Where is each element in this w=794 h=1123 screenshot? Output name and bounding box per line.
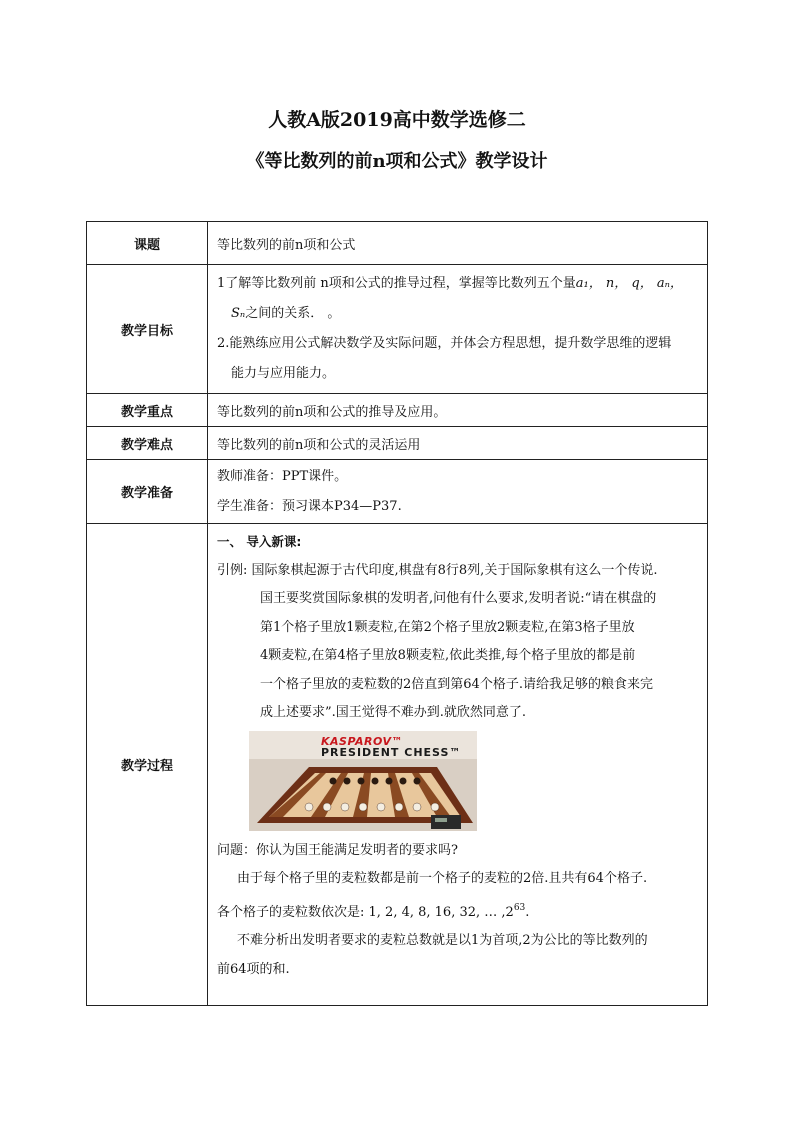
preparation-label: 教学准备 xyxy=(87,460,208,524)
intro-line-5: 一个格子里放的麦粒数的2倍直到第64个格子.请给我足够的粮食来完 xyxy=(260,676,653,692)
goals-line-2: Sₙ之间的关系． 。 xyxy=(231,306,341,321)
product-name: PRESIDENT CHESS™ xyxy=(321,745,462,759)
intro-line-4: 4颗麦粒,在第4格子里放8颗麦粒,依此类推,每个格子里放的都是前 xyxy=(260,648,636,663)
analysis-line-2: 各个格子的麦粒数依次是: 1, 2, 4, 8, 16, 32, … $,2^{63}$. xyxy=(217,902,530,920)
row-topic xyxy=(87,222,708,265)
intro-line-6: 成上述要求”.国王觉得不难办到.就欣然同意了. xyxy=(260,705,527,720)
intro-line-2: 国王要奖赏国际象棋的发明者,问他有什么要求,发明者说:“请在棋盘的 xyxy=(260,591,657,606)
brand-logo: KASPAROV™ xyxy=(321,734,403,748)
document-title-line1: 人教A版2019高中数学选修二 xyxy=(268,109,526,131)
preparation-student: 学生准备：预习课本P34—P37. xyxy=(217,498,402,514)
goals-label: 教学目标 xyxy=(87,265,208,394)
row-process xyxy=(87,524,708,1006)
intro-line-3: 第1个格子里放1颗麦粒,在第2个格子里放2颗麦粒,在第3格子里放 xyxy=(260,619,635,635)
chess-product-image xyxy=(249,731,477,831)
goals-line-1: 1了解等比数列前 n项和公式的推导过程，掌握等比数列五个量a₁， n， q， aₙ， xyxy=(217,276,683,291)
key-points-label: 教学重点 xyxy=(87,394,208,427)
analysis-line-4: 前64项的和. xyxy=(217,961,290,977)
question-line: 问题：你认为国王能满足发明者的要求吗? xyxy=(217,842,458,858)
difficulties-value: 等比数列的前n项和公式的灵活运用 xyxy=(208,427,708,460)
section-heading: 一、 导入新课: xyxy=(217,534,302,549)
analysis-line-1: 由于每个格子里的麦粒数都是前一个格子的麦粒的2倍.且共有64个格子. xyxy=(237,871,648,886)
difficulties-label: 教学难点 xyxy=(87,427,208,460)
row-difficulties xyxy=(87,427,708,460)
goals-line-3: 2.能熟练应用公式解决数学及实际问题，并体会方程思想，提升数学思维的逻辑 xyxy=(217,336,672,351)
topic-label: 课题 xyxy=(87,222,208,265)
goals-variables: a₁， n， q， aₙ， xyxy=(575,276,683,291)
row-goals xyxy=(87,265,708,394)
row-preparation xyxy=(87,460,708,524)
process-label: 教学过程 xyxy=(87,524,208,1006)
row-key-points xyxy=(87,394,708,427)
key-points-value: 等比数列的前n项和公式的推导及应用。 xyxy=(208,394,708,427)
process-content xyxy=(208,524,708,1006)
goals-content xyxy=(208,265,708,394)
lesson-plan-table xyxy=(86,221,708,1006)
intro-line-1: 引例: 国际象棋起源于古代印度,棋盘有8行8列,关于国际象棋有这么一个传说. xyxy=(217,562,658,578)
preparation-teacher: 教师准备：PPT课件。 xyxy=(217,468,348,484)
preparation-content xyxy=(208,460,708,524)
document-title-line2: 《等比数列的前n项和公式》教学设计 xyxy=(246,151,548,172)
topic-value: 等比数列的前n项和公式 xyxy=(208,222,708,265)
goals-line-4: 能力与应用能力。 xyxy=(231,366,336,381)
analysis-line-3: 不难分析出发明者要求的麦粒总数就是以1为首项,2为公比的等比数列的 xyxy=(237,933,648,948)
